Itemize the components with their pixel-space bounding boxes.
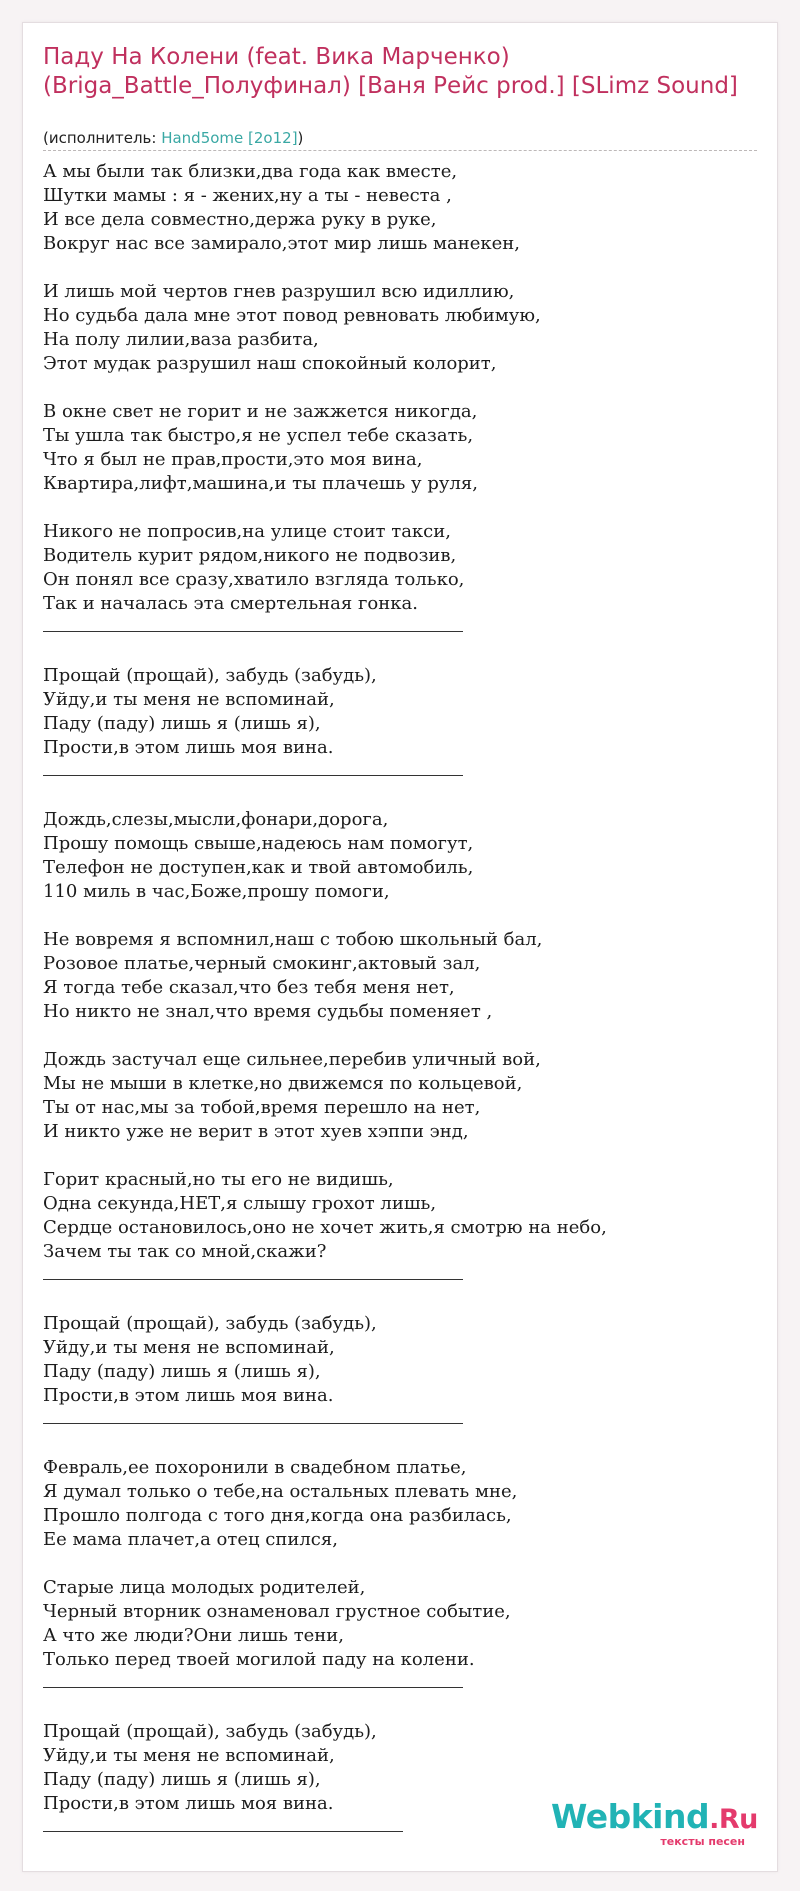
stanza-gap xyxy=(43,1024,757,1048)
webkind-logo[interactable] xyxy=(551,1797,758,1849)
logo-brand: Webkind xyxy=(551,1797,710,1836)
logo-tld: .Ru xyxy=(709,1804,758,1835)
lyric-line: Паду (паду) лишь я (лишь я), xyxy=(43,1361,321,1382)
lyric-line: Вокруг нас все замирало,этот мир лишь манекен, xyxy=(43,233,520,254)
lyric-line: Горит красный,но ты его не видишь, xyxy=(43,1169,394,1190)
lyric-line: Мы не мыши в клетке,но движемся по кольцевой, xyxy=(43,1073,523,1094)
lyric-line: Не вовремя я вспомнил,наш с тобою школьный бал, xyxy=(43,929,543,950)
lyric-line: Уйду,и ты меня не вспоминай, xyxy=(43,1337,335,1358)
lyric-line: Февраль,ее похоронили в свадебном платье, xyxy=(43,1457,467,1478)
lyric-line: Дождь застучал еще сильнее,перебив уличный вой, xyxy=(43,1049,541,1070)
lyric-line: Уйду,и ты меня не вспоминай, xyxy=(43,689,335,710)
lyric-line: На полу лилии,ваза разбита, xyxy=(43,329,319,350)
section-divider xyxy=(43,1408,757,1432)
artist-prefix: (исполнитель: xyxy=(43,129,162,147)
section-divider xyxy=(43,1672,757,1696)
stanza-gap xyxy=(43,496,757,520)
lyric-line: И все дела совместно,держа руку в руке, xyxy=(43,209,437,230)
lyric-line: Ее мама плачет,а отец спился, xyxy=(43,1529,338,1550)
lyrics-card xyxy=(22,22,778,1872)
lyric-line: Розовое платье,черный смокинг,актовый зал, xyxy=(43,953,481,974)
stanza-gap xyxy=(43,376,757,400)
section-divider xyxy=(43,760,757,784)
lyric-line: Я думал только о тебе,на остальных плевать мне, xyxy=(43,1481,518,1502)
lyric-line: Телефон не доступен,как и твой автомобиль, xyxy=(43,857,474,878)
lyric-line: Прости,в этом лишь моя вина. xyxy=(43,1793,334,1814)
stanza-gap xyxy=(43,1696,757,1720)
section-divider xyxy=(43,616,757,640)
logo-wordmark xyxy=(551,1797,758,1838)
lyric-line: Сердце остановилось,оно не хочет жить,я смотрю на небо, xyxy=(43,1217,607,1238)
lyric-line: Он понял все сразу,хватило взгляда только, xyxy=(43,569,465,590)
lyric-line: Шутки мамы : я - жених,ну а ты - невеста , xyxy=(43,185,452,206)
logo-tagline: тексты песен xyxy=(660,1835,745,1848)
lyric-line: Никого не попросив,на улице стоит такси, xyxy=(43,521,451,542)
section-divider xyxy=(43,1264,757,1288)
lyric-line: Черный вторник ознаменовал грустное событие, xyxy=(43,1601,511,1622)
artist-link[interactable]: Hand5ome [2o12] xyxy=(161,129,298,147)
stanza-gap xyxy=(43,1432,757,1456)
lyric-line: Старые лица молодых родителей, xyxy=(43,1577,366,1598)
lyric-line: Дождь,слезы,мысли,фонари,дорога, xyxy=(43,809,389,830)
lyric-line: Так и началась эта смертельная гонка. xyxy=(43,593,418,614)
stanza-gap xyxy=(43,1552,757,1576)
lyric-line: Прости,в этом лишь моя вина. xyxy=(43,737,334,758)
lyric-line: Прошло полгода с того дня,когда она разбилась, xyxy=(43,1505,512,1526)
lyric-line: 110 миль в час,Боже,прошу помоги, xyxy=(43,881,390,902)
stanza-gap xyxy=(43,1288,757,1312)
lyric-line: А мы были так близки,два года как вместе, xyxy=(43,161,458,182)
stanza-gap xyxy=(43,784,757,808)
stanza-gap xyxy=(43,256,757,280)
lyric-line: Квартира,лифт,машина,и ты плачешь у руля, xyxy=(43,473,478,494)
lyric-line: Я тогда тебе сказал,что без тебя меня нет, xyxy=(43,977,455,998)
lyric-line: И никто уже не верит в этот хуев хэппи энд, xyxy=(43,1121,469,1142)
stanza-gap xyxy=(43,904,757,928)
lyric-line: Прощай (прощай), забудь (забудь), xyxy=(43,665,377,686)
lyric-line: В окне свет не горит и не зажжется никогда, xyxy=(43,401,478,422)
song-title: Паду На Колени (feat. Вика Марченко) (Briga_Battle_Полуфинал) [Ваня Рейс prod.] [SLimz Sound] xyxy=(43,44,738,99)
lyric-line: Паду (паду) лишь я (лишь я), xyxy=(43,1769,321,1790)
lyric-line: Уйду,и ты меня не вспоминай, xyxy=(43,1745,335,1766)
lyric-line: Одна секунда,НЕТ,я слышу грохот лишь, xyxy=(43,1193,437,1214)
artist-suffix: ) xyxy=(297,129,304,147)
lyric-line: Прощай (прощай), забудь (забудь), xyxy=(43,1313,377,1334)
artist-line xyxy=(43,128,757,151)
lyric-line: Но никто не знал,что время судьбы поменяет , xyxy=(43,1001,493,1022)
lyric-line: Ты от нас,мы за тобой,время перешло на нет, xyxy=(43,1097,481,1118)
lyric-line: Только перед твоей могилой паду на колени. xyxy=(43,1649,475,1670)
lyric-line: Что я был не прав,прости,это моя вина, xyxy=(43,449,423,470)
lyric-line: Паду (паду) лишь я (лишь я), xyxy=(43,713,321,734)
lyric-line: Водитель курит рядом,никого не подвозив, xyxy=(43,545,457,566)
lyric-line: Зачем ты так со мной,скажи? xyxy=(43,1241,327,1262)
lyric-line: Прости,в этом лишь моя вина. xyxy=(43,1385,334,1406)
lyric-line: Прощай (прощай), забудь (забудь), xyxy=(43,1721,377,1742)
stanza-gap xyxy=(43,640,757,664)
lyrics-body xyxy=(43,160,757,1840)
lyric-line: А что же люди?Они лишь тени, xyxy=(43,1625,345,1646)
lyric-line: И лишь мой чертов гнев разрушил всю идиллию, xyxy=(43,281,515,302)
lyric-line: Этот мудак разрушил наш спокойный колорит, xyxy=(43,353,497,374)
lyric-line: Ты ушла так быстро,я не успел тебе сказать, xyxy=(43,425,474,446)
lyric-line: Но судьба дала мне этот повод ревновать любимую, xyxy=(43,305,541,326)
stanza-gap xyxy=(43,1144,757,1168)
lyric-line: Прошу помощь свыше,надеюсь нам помогут, xyxy=(43,833,474,854)
